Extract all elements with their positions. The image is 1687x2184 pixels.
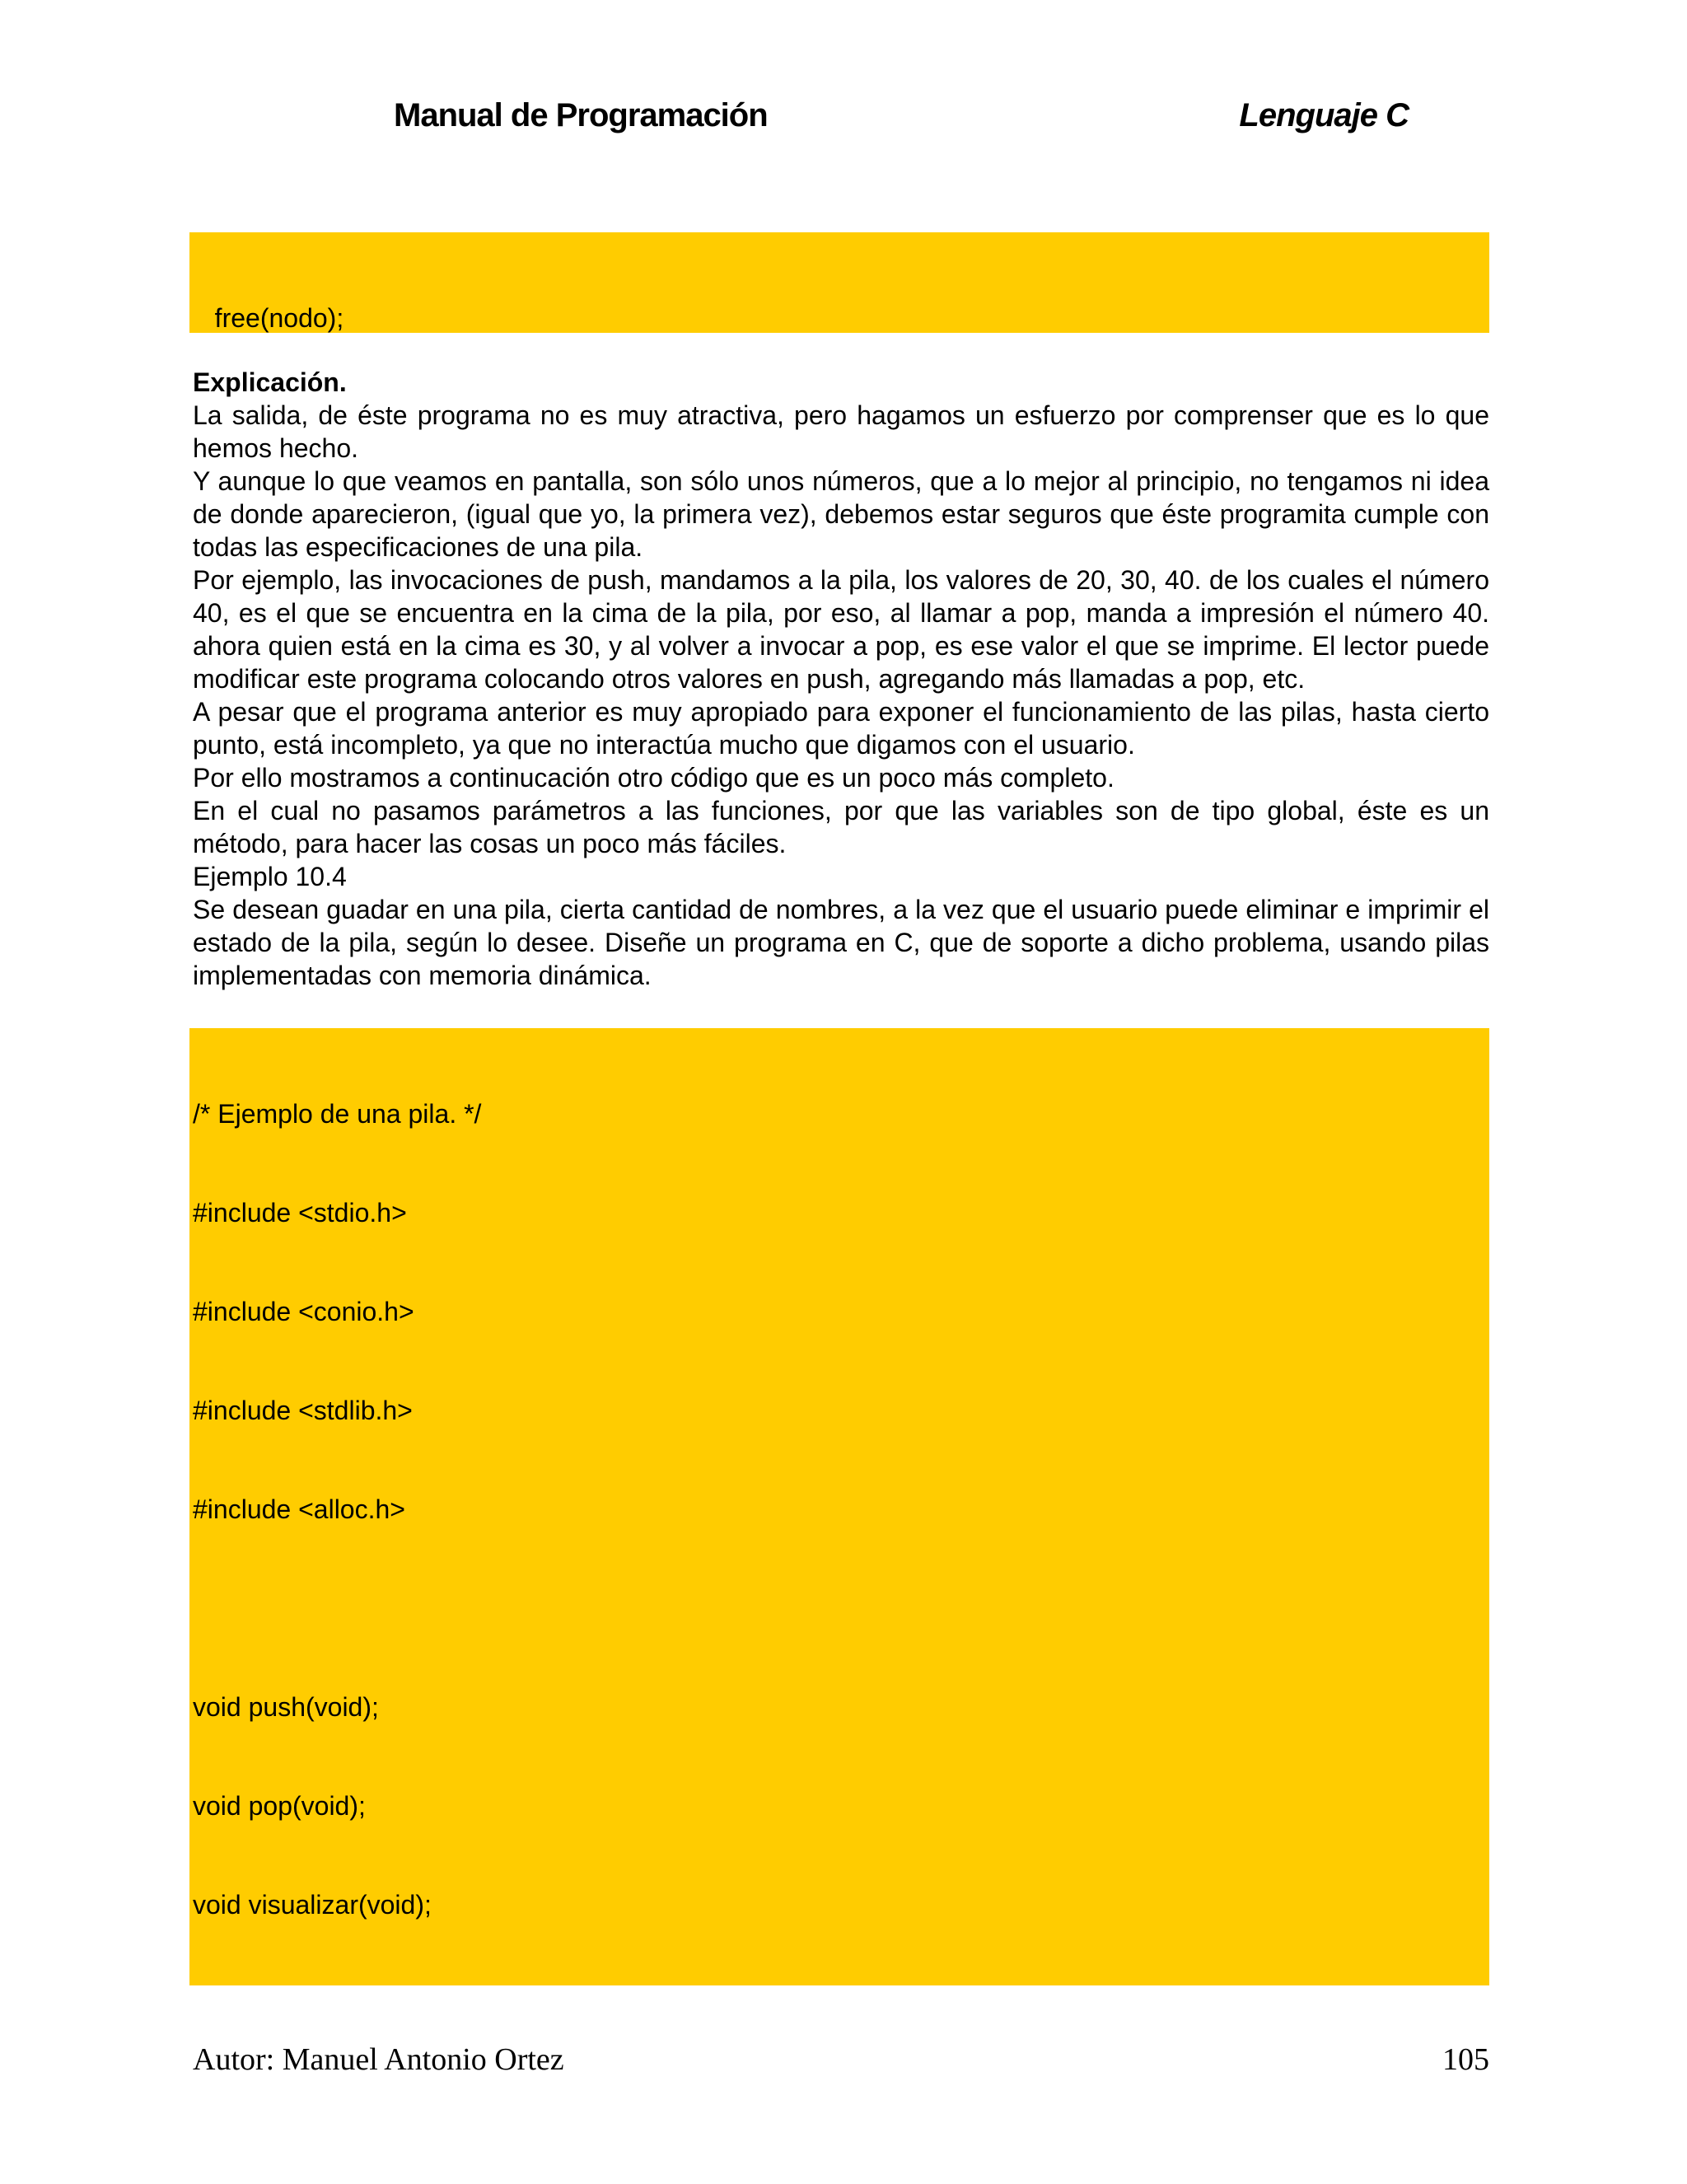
code-line: void visualizar(void); <box>193 1890 432 1920</box>
explanation-paragraph: Por ejemplo, las invocaciones de push, mandamos a la pila, los valores de 20, 30, 40. de los cuales el número 40, es el que se encuentra en la cima de la pila, por eso, al llamar a pop, manda a impresión el número 40. ahora quien está en la cima es 30, y al volver a invocar a pop, es ese valor el que se imprime. El lector puede modificar este programa colocando otros valores en push, agregando más llamadas a pop, etc. <box>193 565 1489 694</box>
explanation-paragraph: Y aunque lo que veamos en pantalla, son sólo unos números, que a lo mejor al principio, no tengamos ni idea de donde aparecieron, (igual que yo, la primera vez), debemos estar seguros que éste programita cumple con todas las especificaciones de una pila. <box>193 466 1489 562</box>
explanation-section <box>193 366 1489 992</box>
explanation-paragraph: A pesar que el programa anterior es muy apropiado para exponer el funcionamiento de las pilas, hasta cierto punto, está incompleto, ya que no interactúa mucho que digamos con el usuario. <box>193 697 1489 760</box>
code-block-top <box>189 232 1489 333</box>
code-line: #include <stdlib.h> <box>193 1396 413 1425</box>
explanation-paragraph: La salida, de éste programa no es muy atractiva, pero hagamos un esfuerzo por comprenser que es lo que hemos hecho. <box>193 400 1489 463</box>
explanation-heading: Explicación. <box>193 367 347 397</box>
header-language-title: Lenguaje C <box>1239 97 1409 133</box>
code-line: #include <conio.h> <box>193 1297 414 1326</box>
footer-author: Autor: Manuel Antonio Ortez <box>193 2042 564 2077</box>
footer-page-number: 105 <box>1442 2042 1489 2077</box>
page-header <box>394 97 1409 143</box>
page-footer <box>193 2041 1489 2081</box>
code-line: void pop(void); <box>193 1791 366 1821</box>
code-line: /* Ejemplo de una pila. */ <box>193 1099 482 1129</box>
header-manual-title: Manual de Programación <box>394 97 768 133</box>
explanation-paragraph: Por ello mostramos a continucación otro código que es un poco más completo. <box>193 763 1115 793</box>
code-line: void push(void); <box>193 1692 379 1722</box>
code-line: #include <alloc.h> <box>193 1494 405 1524</box>
example-label: Ejemplo 10.4 <box>193 862 347 891</box>
explanation-paragraph: En el cual no pasamos parámetros a las funciones, por que las variables son de tipo global, éste es un método, para hacer las cosas un poco más fáciles. <box>193 796 1489 858</box>
code-block-main <box>189 1028 1489 1985</box>
code-line: free(nodo); <box>193 303 344 333</box>
code-line: #include <stdio.h> <box>193 1198 407 1228</box>
code-line <box>193 1592 1489 1625</box>
example-statement: Se desean guadar en una pila, cierta cantidad de nombres, a la vez que el usuario puede eliminar e imprimir el estado de la pila, según lo desee. Diseñe un programa en C, que de soporte a dicho problema, usando pilas implementadas con memoria dinámica. <box>193 895 1489 990</box>
